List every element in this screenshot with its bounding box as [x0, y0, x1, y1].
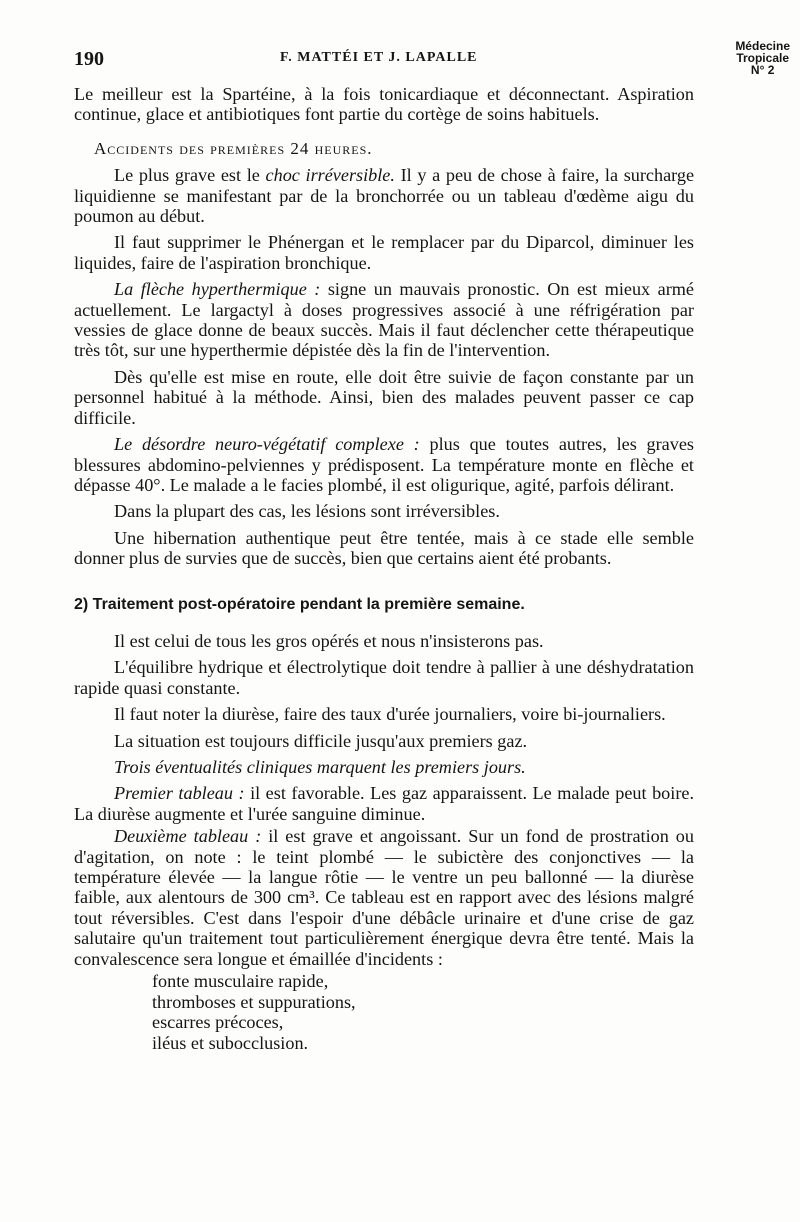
paragraph: Dans la plupart des cas, les lésions sont irréversibles.: [114, 501, 500, 522]
list-item: fonte musculaire rapide,: [152, 971, 329, 992]
paragraph: La flèche hyperthermique : signe un mauvais pronostic. On est mieux armé actuellement. Le largactyl à doses progressives associé à une réfrigération par vessies de glace donne de beaux succès. Mais il faut déclencher cette thérapeutique très tôt, sur une hyperthermie dépistée dès la fin de l'intervention.: [74, 279, 694, 361]
paragraph: Il est celui de tous les gros opérés et nous n'insisterons pas.: [114, 630, 544, 651]
emphasis: Trois éventualités cliniques marquent les premiers jours.: [114, 756, 526, 777]
list-item: iléus et subocclusion.: [152, 1032, 309, 1053]
running-head: F. MATTÉI ET J. LAPALLE: [280, 50, 478, 65]
subheading-accidents: Accidents des premières 24 heures.: [94, 138, 373, 158]
article-body: [74, 84, 694, 1053]
emphasis: choc irréversible.: [265, 165, 395, 186]
page-header: [74, 39, 790, 84]
journal-line: Médecine: [735, 39, 790, 53]
paragraph: Il faut supprimer le Phénergan et le remplacer par du Diparcol, diminuer les liquides, faire de l'aspiration bronchique.: [74, 232, 694, 273]
paragraph: Il faut noter la diurèse, faire des taux d'urée journaliers, voire bi-journaliers.: [114, 704, 666, 725]
journal-line: Tropicale: [736, 51, 789, 65]
paragraph: L'équilibre hydrique et électrolytique doit tendre à pallier à une déshydratation rapide quasi constante.: [74, 657, 694, 698]
list-item: thromboses et suppurations,: [152, 991, 356, 1012]
emphasis: Premier tableau :: [114, 783, 245, 804]
paragraph: Le meilleur est la Spartéine, à la fois tonicardiaque et déconnectant. Aspiration continue, glace et antibiotiques font partie du cortège de soins habituels.: [74, 84, 694, 125]
paragraph: [74, 757, 694, 777]
paragraph: Le désordre neuro-végétatif complexe : plus que toutes autres, les graves blessures abdomino-pelviennes y prédisposent. La température monte en flèche et dépasse 40°. Le malade a le facies plombé, il est oligurique, agité, parfois délirant.: [74, 434, 695, 495]
emphasis: Deuxième tableau :: [114, 826, 262, 847]
journal-tag: [735, 40, 790, 76]
page-number: 190: [74, 48, 104, 70]
paragraph: Premier tableau : il est favorable. Les gaz apparaissent. Le malade peut boire. La diurèse augmente et l'urée sanguine diminue.: [74, 783, 694, 824]
emphasis: Le désordre neuro-végétatif complexe :: [114, 434, 420, 455]
journal-line: N° 2: [750, 63, 775, 77]
paragraph: La situation est toujours difficile jusqu'aux premiers gaz.: [114, 730, 528, 751]
section-heading: 2) Traitement post-opératoire pendant la première semaine.: [74, 595, 525, 613]
paragraph: Le plus grave est le choc irréversible. Il y a peu de chose à faire, la surcharge liquidienne se manifestant par de la bronchorrée ou un tableau d'œdème aigu du poumon au début.: [74, 165, 695, 227]
paragraph: Dès qu'elle est mise en route, elle doit être suivie de façon constante par un personnel habitué à la méthode. Ainsi, bien des malades peuvent passer ce cap difficile.: [74, 366, 694, 428]
incident-list: [152, 971, 694, 1053]
paragraph: Une hibernation authentique peut être tentée, mais à ce stade elle semble donner plus de survies que de succès, bien que certains aient été probants.: [74, 527, 694, 569]
emphasis: La flèche hyperthermique :: [114, 279, 321, 300]
list-item: escarres précoces,: [152, 1012, 284, 1033]
paragraph: Deuxième tableau : il est grave et angoissant. Sur un fond de prostration ou d'agitation, on note : le teint plombé — le subictère des conjonctives — la température élevée — la langue rôtie — le ventre un peu ballonné — la diurèse faible, aux alentours de 300 cm³. Ce tableau est en rapport avec des lésions malgré tout réversibles. C'est dans l'espoir d'une débâcle urinaire et d'une crise de gaz salutaire qu'un traitement tout particulièrement énergique devra être tenté. Mais la convalescence sera longue et émaillée d'incidents :: [74, 826, 694, 969]
